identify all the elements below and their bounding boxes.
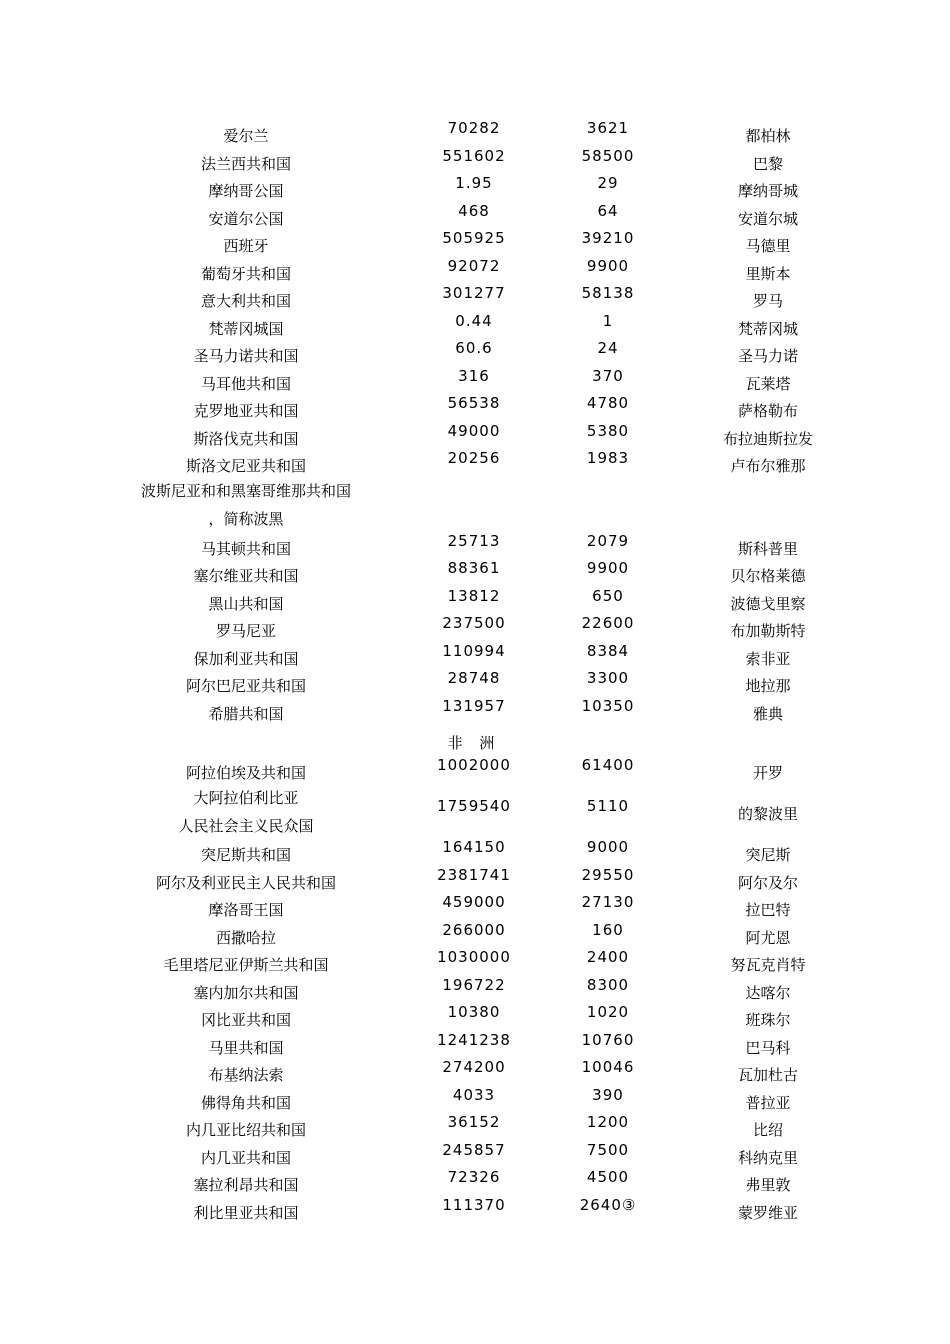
capital-name: 波德戈里察: [730, 595, 806, 613]
population-value: 1: [602, 312, 614, 330]
population-value: 27130: [581, 893, 635, 911]
capital-name: 布拉迪斯拉发: [722, 430, 813, 448]
country-name: 阿尔巴尼亚共和国: [185, 677, 306, 695]
country-name: 佛得角共和国: [200, 1094, 291, 1112]
country-name: 梵蒂冈城国: [208, 320, 284, 338]
population-value: 10046: [581, 1058, 635, 1076]
area-value: 1002000: [437, 756, 511, 774]
population-value: 160: [592, 921, 624, 939]
capital-name: 地拉那: [745, 677, 791, 695]
table-row: [0, 923, 950, 951]
country-name: 摩纳哥公国: [208, 182, 284, 200]
population-value: 8300: [586, 976, 630, 994]
table-row: [0, 424, 950, 452]
country-name: 保加利亚共和国: [193, 650, 299, 668]
capital-name: 阿尔及尔: [737, 874, 798, 892]
capital-name: 马德里: [745, 237, 791, 255]
capital-name: 蒙罗维亚: [737, 1204, 798, 1222]
country-name: 马其顿共和国: [200, 540, 291, 558]
country-name-line2: ，简称波黑: [208, 510, 284, 528]
country-name-line2: 人民社会主义民众国: [178, 817, 314, 835]
table-row: [0, 369, 950, 397]
population-value: 1200: [586, 1113, 630, 1131]
population-value: 22600: [581, 614, 635, 632]
table-row: [0, 1143, 950, 1171]
country-name: 利比里亚共和国: [193, 1204, 299, 1222]
table-row: [0, 1088, 950, 1116]
table-row: [0, 868, 950, 896]
population-value: 10760: [581, 1031, 635, 1049]
country-name: 布基纳法索: [208, 1066, 284, 1084]
country-name-line1: 大阿拉伯利比亚: [193, 789, 299, 807]
capital-name: 布加勒斯特: [730, 622, 806, 640]
country-name-line1: 波斯尼亚和和黑塞哥维那共和国: [140, 482, 351, 500]
table-row: [0, 840, 950, 868]
population-value: 4500: [586, 1168, 630, 1186]
capital-name: 索非亚: [745, 650, 791, 668]
capital-name: 里斯本: [745, 265, 791, 283]
area-value: 266000: [442, 921, 506, 939]
area-value: 301277: [442, 284, 506, 302]
country-name: 黑山共和国: [208, 595, 284, 613]
area-value: 110994: [442, 642, 506, 660]
population-value: 390: [592, 1086, 624, 1104]
table-row: [0, 149, 950, 177]
country-name: 塞拉利昂共和国: [193, 1176, 299, 1194]
population-value: 3300: [586, 669, 630, 687]
area-value: 196722: [442, 976, 506, 994]
area-value: 10380: [447, 1003, 501, 1021]
capital-name: 达喀尔: [745, 984, 791, 1002]
table-row: [0, 644, 950, 672]
area-value: 1.95: [455, 174, 493, 192]
table-row: [0, 616, 950, 644]
population-value: 58138: [581, 284, 635, 302]
table-row: [0, 799, 950, 827]
table-row: [0, 758, 950, 786]
population-value: 7500: [586, 1141, 630, 1159]
table-row: [0, 204, 950, 232]
table-row: [0, 1198, 950, 1226]
capital-name: 的黎波里: [737, 805, 798, 823]
table-row: [0, 561, 950, 589]
capital-name: 卢布尔雅那: [730, 457, 806, 475]
area-value: 1759540: [437, 797, 511, 815]
country-name: 马耳他共和国: [200, 375, 291, 393]
country-name: 罗马尼亚: [215, 622, 276, 640]
population-value: 1020: [586, 1003, 630, 1021]
country-name: 摩洛哥王国: [208, 901, 284, 919]
population-value: 370: [592, 367, 624, 385]
area-value: 1241238: [437, 1031, 511, 1049]
country-name: 爱尔兰: [223, 127, 269, 145]
population-value: 9900: [586, 257, 630, 275]
area-value: 88361: [447, 559, 501, 577]
table-row: [0, 341, 950, 369]
capital-name: 斯科普里: [737, 540, 798, 558]
country-name: 阿尔及利亚民主人民共和国: [155, 874, 336, 892]
population-value: 3621: [586, 119, 630, 137]
area-value: 274200: [442, 1058, 506, 1076]
capital-name: 班珠尔: [745, 1011, 791, 1029]
country-name: 内几亚比绍共和国: [185, 1121, 306, 1139]
population-value: 24: [597, 339, 619, 357]
area-value: 60.6: [455, 339, 493, 357]
capital-name: 瓦加杜古: [737, 1066, 798, 1084]
capital-name: 萨格勒布: [737, 402, 798, 420]
population-value: 61400: [581, 756, 635, 774]
capital-name: 雅典: [752, 705, 783, 723]
country-name: 葡萄牙共和国: [200, 265, 291, 283]
area-value: 72326: [447, 1168, 501, 1186]
country-name: 突尼斯共和国: [200, 846, 291, 864]
capital-name: 科纳克里: [737, 1149, 798, 1167]
area-value: 4033: [452, 1086, 496, 1104]
country-name: 塞尔维亚共和国: [193, 567, 299, 585]
area-value: 36152: [447, 1113, 501, 1131]
area-value: 111370: [442, 1196, 506, 1214]
country-name: 意大利共和国: [200, 292, 291, 310]
population-value: 2079: [586, 532, 630, 550]
table-row: [0, 589, 950, 617]
country-name: 斯洛伐克共和国: [193, 430, 299, 448]
population-value: 39210: [581, 229, 635, 247]
table-row: [0, 1060, 950, 1088]
capital-name: 巴马科: [745, 1039, 791, 1057]
country-name: 西班牙: [223, 237, 269, 255]
table-row: [0, 950, 950, 978]
capital-name: 圣马力诺: [737, 347, 798, 365]
country-name: 阿拉伯埃及共和国: [185, 764, 306, 782]
area-value: 164150: [442, 838, 506, 856]
population-value: 2400: [586, 948, 630, 966]
country-name: 希腊共和国: [208, 705, 284, 723]
country-name: 马里共和国: [208, 1039, 284, 1057]
area-value: 245857: [442, 1141, 506, 1159]
capital-name: 拉巴特: [745, 901, 791, 919]
area-value: 131957: [442, 697, 506, 715]
area-value: 237500: [442, 614, 506, 632]
country-name-multiline: [136, 477, 356, 533]
area-value: 25713: [447, 532, 501, 550]
country-name: 安道尔公国: [208, 210, 284, 228]
country-name: 塞内加尔共和国: [193, 984, 299, 1002]
table-row: [0, 895, 950, 923]
area-value: 49000: [447, 422, 501, 440]
country-name: 圣马力诺共和国: [193, 347, 299, 365]
capital-name: 比绍: [752, 1121, 783, 1139]
population-value: 9000: [586, 838, 630, 856]
area-value: 13812: [447, 587, 501, 605]
table-row: [0, 1115, 950, 1143]
capital-name: 阿尤恩: [745, 929, 791, 947]
capital-name: 努瓦克肖特: [730, 956, 806, 974]
population-value: 2640③: [579, 1196, 637, 1214]
table-row: [0, 978, 950, 1006]
capital-name: 巴黎: [752, 155, 783, 173]
table-row: [0, 451, 950, 479]
area-value: 2381741: [437, 866, 511, 884]
table-row: [0, 699, 950, 727]
area-value: 551602: [442, 147, 506, 165]
capital-name: 罗马: [752, 292, 783, 310]
capital-name: 突尼斯: [745, 846, 791, 864]
table-row: [0, 259, 950, 287]
table-row: [0, 286, 950, 314]
table-row: [0, 396, 950, 424]
table-row: [0, 1005, 950, 1033]
population-value: 5110: [586, 797, 630, 815]
area-value: 459000: [442, 893, 506, 911]
capital-name: 瓦莱塔: [745, 375, 791, 393]
country-name: 毛里塔尼亚伊斯兰共和国: [163, 956, 329, 974]
population-value: 29: [597, 174, 619, 192]
population-value: 1983: [586, 449, 630, 467]
population-value: 650: [592, 587, 624, 605]
population-value: 8384: [586, 642, 630, 660]
country-name: 西撒哈拉: [215, 929, 276, 947]
capital-name: 开罗: [752, 764, 783, 782]
table-row: [0, 1170, 950, 1198]
area-value: 20256: [447, 449, 501, 467]
population-value: 64: [597, 202, 619, 220]
capital-name: 安道尔城: [737, 210, 798, 228]
table-row: [0, 534, 950, 562]
capital-name: 摩纳哥城: [737, 182, 798, 200]
section-heading-africa: 非 洲: [447, 734, 501, 752]
area-value: 316: [458, 367, 490, 385]
capital-name: 贝尔格莱德: [730, 567, 806, 585]
population-value: 29550: [581, 866, 635, 884]
area-value: 92072: [447, 257, 501, 275]
capital-name: 弗里敦: [745, 1176, 791, 1194]
capital-name: 都柏林: [745, 127, 791, 145]
capital-name: 梵蒂冈城: [737, 320, 798, 338]
population-value: 58500: [581, 147, 635, 165]
table-row: [0, 1033, 950, 1061]
area-value: 28748: [447, 669, 501, 687]
area-value: 1030000: [437, 948, 511, 966]
country-name: 冈比亚共和国: [200, 1011, 291, 1029]
table-row: [0, 121, 950, 149]
area-value: 70282: [447, 119, 501, 137]
table-row: [0, 176, 950, 204]
area-value: 505925: [442, 229, 506, 247]
country-name: 法兰西共和国: [200, 155, 291, 173]
population-value: 5380: [586, 422, 630, 440]
country-name: 克罗地亚共和国: [193, 402, 299, 420]
country-name: 斯洛文尼亚共和国: [185, 457, 306, 475]
area-value: 468: [458, 202, 490, 220]
country-name: 内几亚共和国: [200, 1149, 291, 1167]
population-value: 10350: [581, 697, 635, 715]
capital-name: 普拉亚: [745, 1094, 791, 1112]
population-value: 4780: [586, 394, 630, 412]
area-value: 56538: [447, 394, 501, 412]
table-row: [0, 231, 950, 259]
table-row: [0, 314, 950, 342]
table-row: [0, 671, 950, 699]
population-value: 9900: [586, 559, 630, 577]
area-value: 0.44: [455, 312, 493, 330]
